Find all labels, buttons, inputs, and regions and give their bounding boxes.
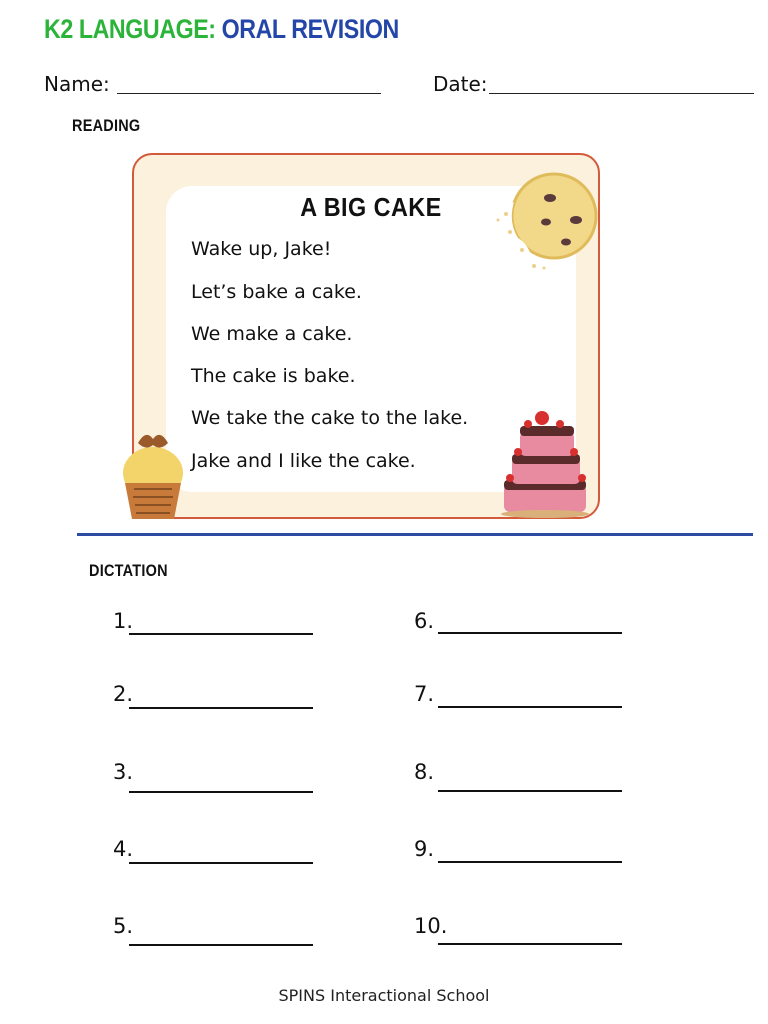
reading-line: Jake and I like the cake.: [191, 450, 416, 472]
reading-line: Wake up, Jake!: [191, 238, 332, 260]
dictation-answer-line[interactable]: [129, 944, 313, 946]
date-field-line[interactable]: [489, 93, 754, 94]
dictation-number: 1.: [113, 609, 134, 633]
cake-berry: [556, 420, 564, 428]
reading-heading: READING: [72, 116, 141, 135]
cake-berry: [578, 474, 586, 482]
cake-illustration: [498, 404, 590, 518]
dictation-heading: DICTATION: [89, 561, 168, 580]
cookie-chip: [570, 216, 582, 224]
cake-berry: [524, 420, 532, 428]
dictation-number: 9.: [414, 837, 435, 861]
dictation-number: 6.: [414, 609, 435, 633]
title-subject: K2 LANGUAGE:: [44, 14, 216, 44]
reading-line: Let’s bake a cake.: [191, 281, 362, 303]
dictation-answer-line[interactable]: [438, 706, 622, 708]
dictation-answer-line[interactable]: [438, 790, 622, 792]
cookie-crumb: [508, 230, 512, 234]
date-label: Date:: [433, 72, 488, 96]
school-footer: SPINS Interactional School: [278, 986, 490, 1005]
title-topic: ORAL REVISION: [221, 14, 399, 44]
dictation-number: 5.: [113, 914, 134, 938]
cake-berry: [506, 474, 514, 482]
reading-line: We take the cake to the lake.: [191, 407, 469, 429]
name-field-line[interactable]: [117, 93, 381, 94]
cupcake-bow: [138, 435, 168, 448]
cookie-crumb: [520, 248, 524, 252]
cookie-crumb: [543, 267, 546, 270]
section-divider: [77, 533, 753, 536]
dictation-answer-line[interactable]: [438, 943, 622, 945]
cookie-crumb: [532, 264, 536, 268]
dictation-number: 3.: [113, 760, 134, 784]
dictation-answer-line[interactable]: [129, 791, 313, 793]
page-title: [44, 14, 399, 45]
cupcake-illustration: [120, 425, 186, 523]
dictation-number: 10.: [414, 914, 448, 938]
story-title: A BIG CAKE: [300, 192, 442, 222]
dictation-number: 8.: [414, 760, 435, 784]
cake-berry: [570, 448, 578, 456]
dictation-number: 2.: [113, 682, 134, 706]
cake-strawberry: [535, 411, 549, 425]
dictation-answer-line[interactable]: [438, 632, 622, 634]
dictation-answer-line[interactable]: [129, 707, 313, 709]
reading-line: The cake is bake.: [191, 365, 356, 387]
dictation-answer-line[interactable]: [129, 633, 313, 635]
reading-line: We make a cake.: [191, 323, 353, 345]
dictation-answer-line[interactable]: [129, 862, 313, 864]
cake-berry: [514, 448, 522, 456]
cookie-chip: [561, 239, 571, 246]
name-label: Name:: [44, 72, 110, 96]
dictation-number: 4.: [113, 837, 134, 861]
dictation-number: 7.: [414, 682, 435, 706]
cake-plate: [501, 510, 589, 518]
dictation-answer-line[interactable]: [438, 861, 622, 863]
